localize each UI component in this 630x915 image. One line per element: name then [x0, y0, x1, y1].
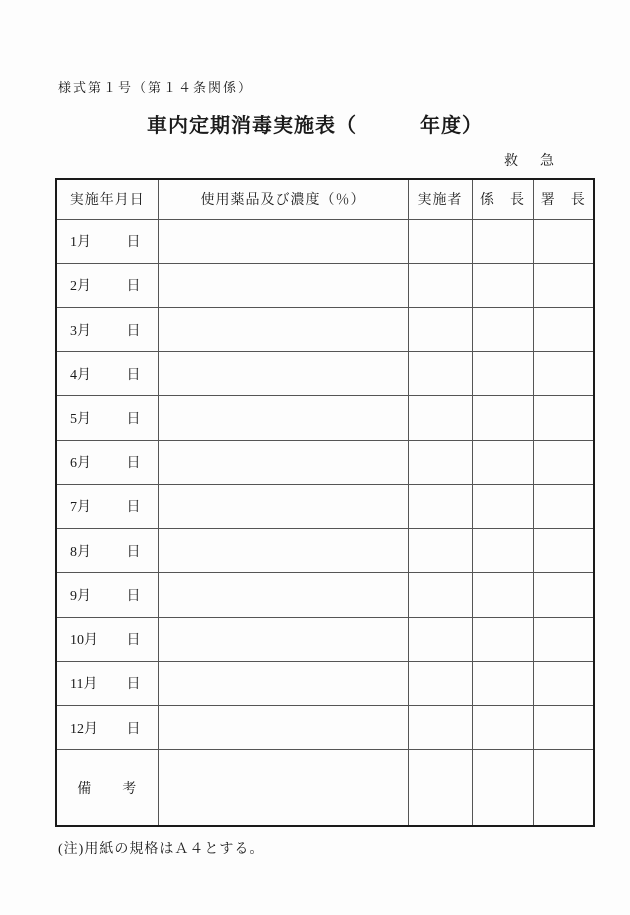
chemicals-blank-cell	[158, 617, 408, 661]
table-row-august	[56, 529, 594, 573]
column-header-date: 実施年月日	[56, 179, 158, 219]
implementer-blank-cell	[408, 484, 472, 528]
table-row-remarks	[56, 750, 594, 826]
section-chief-blank-cell	[472, 661, 533, 705]
section-chief-blank-cell	[472, 705, 533, 749]
station-chief-blank-cell	[533, 484, 594, 528]
day-label: 日	[126, 721, 141, 737]
month-label: 10月	[70, 633, 98, 649]
table-row-october	[56, 617, 594, 661]
month-label: 11月	[70, 677, 98, 693]
month-label: 1月	[70, 235, 91, 251]
implementer-blank-cell	[408, 661, 472, 705]
date-cell	[56, 440, 158, 484]
day-label: 日	[126, 500, 141, 516]
chemicals-blank-cell	[158, 661, 408, 705]
station-chief-blank-cell	[533, 661, 594, 705]
implementer-blank-cell	[408, 529, 472, 573]
date-cell	[56, 573, 158, 617]
station-chief-blank-cell	[533, 705, 594, 749]
station-chief-blank-cell	[533, 308, 594, 352]
day-label: 日	[126, 367, 141, 383]
station-chief-blank-cell	[533, 352, 594, 396]
table-row-february	[56, 263, 594, 307]
date-cell	[56, 263, 158, 307]
month-label: 5月	[70, 412, 91, 428]
table-row-july	[56, 484, 594, 528]
chemicals-blank-cell	[158, 573, 408, 617]
implementer-blank-cell	[408, 219, 472, 263]
page-title: 車内定期消毒実施表（ 年度）	[147, 115, 483, 137]
table-row-march	[56, 308, 594, 352]
chemicals-blank-cell	[158, 484, 408, 528]
month-label: 9月	[70, 588, 91, 604]
date-cell	[56, 529, 158, 573]
table-header-row	[56, 179, 594, 219]
day-label: 日	[126, 323, 141, 339]
chemicals-blank-cell	[158, 352, 408, 396]
station-chief-blank-cell	[533, 440, 594, 484]
remarks-label-cell: 備 考	[56, 750, 158, 826]
date-cell	[56, 661, 158, 705]
month-label: 4月	[70, 367, 91, 383]
section-chief-blank-cell	[472, 219, 533, 263]
corner-label-emergency: 救 急	[504, 154, 558, 169]
section-chief-blank-cell	[472, 263, 533, 307]
remarks-blank-cell	[158, 750, 408, 826]
month-label: 6月	[70, 456, 91, 472]
day-label: 日	[126, 412, 141, 428]
chemicals-blank-cell	[158, 529, 408, 573]
column-header-implementer: 実施者	[408, 179, 472, 219]
footer-note: (注)用紙の規格はＡ４とする。	[58, 842, 265, 857]
month-label: 7月	[70, 500, 91, 516]
section-chief-blank-cell	[472, 484, 533, 528]
day-label: 日	[126, 633, 141, 649]
implementer-blank-cell	[408, 352, 472, 396]
table-row-november	[56, 661, 594, 705]
implementer-blank-cell	[408, 308, 472, 352]
date-cell	[56, 352, 158, 396]
table-row-september	[56, 573, 594, 617]
table-row-may	[56, 396, 594, 440]
section-chief-blank-cell	[472, 352, 533, 396]
table-row-december	[56, 705, 594, 749]
section-chief-blank-cell	[472, 617, 533, 661]
table-row-april	[56, 352, 594, 396]
date-cell	[56, 617, 158, 661]
chemicals-blank-cell	[158, 263, 408, 307]
month-label: 3月	[70, 323, 91, 339]
date-cell	[56, 484, 158, 528]
day-label: 日	[126, 279, 141, 295]
disinfection-record-table	[55, 178, 595, 827]
day-label: 日	[126, 235, 141, 251]
station-chief-blank-cell	[533, 529, 594, 573]
implementer-blank-cell	[408, 440, 472, 484]
column-header-station-chief: 署 長	[533, 179, 594, 219]
chemicals-blank-cell	[158, 705, 408, 749]
month-label: 8月	[70, 544, 91, 560]
day-label: 日	[126, 544, 141, 560]
section-chief-blank-cell	[472, 308, 533, 352]
section-chief-blank-cell	[472, 396, 533, 440]
chemicals-blank-cell	[158, 440, 408, 484]
chemicals-blank-cell	[158, 396, 408, 440]
date-cell	[56, 308, 158, 352]
station-chief-blank-cell	[533, 573, 594, 617]
column-header-chemicals: 使用薬品及び濃度（％）	[158, 179, 408, 219]
section-chief-blank-cell	[472, 529, 533, 573]
station-chief-blank-cell	[533, 396, 594, 440]
implementer-blank-cell	[408, 750, 472, 826]
table-row-january	[56, 219, 594, 263]
form-number: 様式第１号（第１４条関係）	[58, 80, 254, 95]
day-label: 日	[126, 677, 141, 693]
implementer-blank-cell	[408, 573, 472, 617]
day-label: 日	[126, 456, 141, 472]
day-label: 日	[126, 588, 141, 604]
month-label: 2月	[70, 279, 91, 295]
table-row-june	[56, 440, 594, 484]
station-chief-blank-cell	[533, 617, 594, 661]
chemicals-blank-cell	[158, 219, 408, 263]
chemicals-blank-cell	[158, 308, 408, 352]
station-chief-blank-cell	[533, 750, 594, 826]
month-label: 12月	[70, 721, 98, 737]
station-chief-blank-cell	[533, 219, 594, 263]
date-cell	[56, 705, 158, 749]
implementer-blank-cell	[408, 705, 472, 749]
implementer-blank-cell	[408, 263, 472, 307]
section-chief-blank-cell	[472, 573, 533, 617]
date-cell	[56, 219, 158, 263]
implementer-blank-cell	[408, 617, 472, 661]
date-cell	[56, 396, 158, 440]
section-chief-blank-cell	[472, 750, 533, 826]
column-header-section-chief: 係 長	[472, 179, 533, 219]
section-chief-blank-cell	[472, 440, 533, 484]
implementer-blank-cell	[408, 396, 472, 440]
station-chief-blank-cell	[533, 263, 594, 307]
